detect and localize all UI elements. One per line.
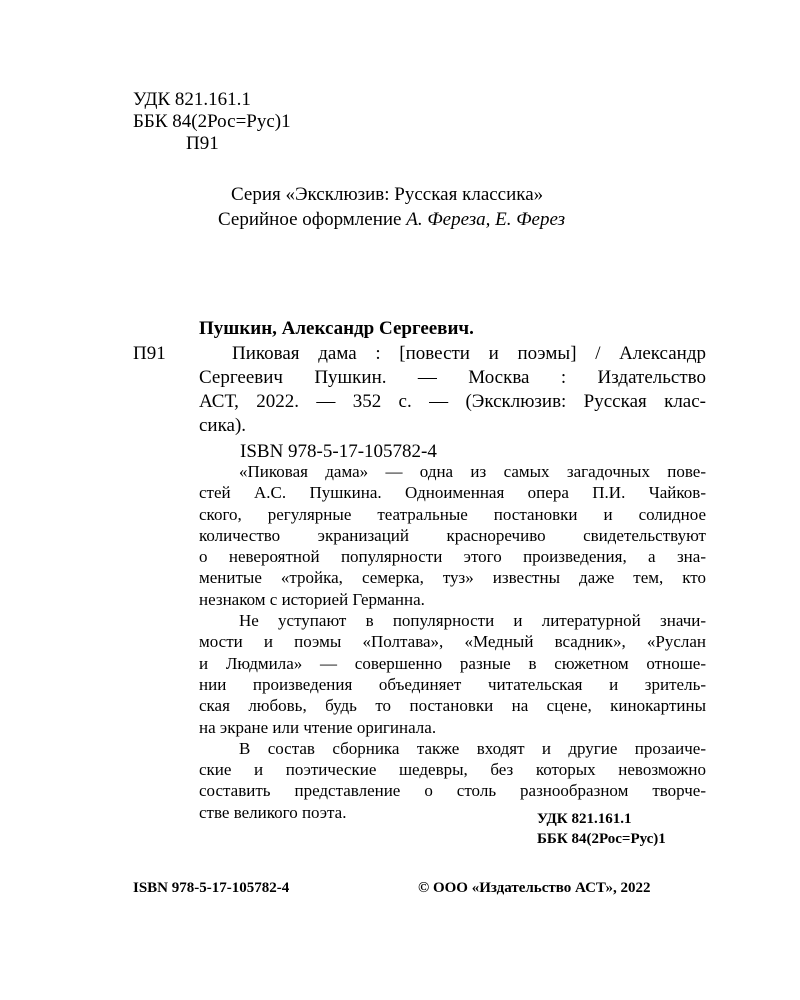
record-line-2: Сергеевич Пушкин. — Москва : Издательство: [199, 367, 706, 388]
record-line-3: АСТ, 2022. — 352 с. — (Эксклюзив: Русская клас-: [199, 391, 706, 412]
classification-bbk: ББК 84(2Рос=Рус)1: [537, 831, 666, 847]
series-design-prefix: Серийное оформление: [218, 209, 402, 230]
annotation-line: составить представление о столь разнообразном творче-: [199, 781, 706, 801]
series-line: Серия «Эксклюзив: Русская классика»: [231, 184, 544, 205]
annotation-line: стве великого поэта.: [199, 802, 347, 822]
annotation-line: незнаком с историей Германна.: [199, 589, 425, 609]
annotation-line: на экране или чтение оригинала.: [199, 717, 437, 737]
record-code: П91: [133, 343, 166, 364]
annotation-line: В состав сборника также входят и другие прозаиче-: [239, 738, 706, 758]
annotation-line: количество экранизаций красноречиво свидетельствуют: [199, 525, 706, 545]
annotation-line: менитые «тройка, семерка, туз» известны даже тем, кто: [199, 568, 706, 588]
footer-copyright: © ООО «Издательство АСТ», 2022: [418, 880, 651, 896]
series-design-names: А. Фереза, Е. Ферез: [406, 209, 566, 230]
annotation-line: «Пиковая дама» — одна из самых загадочных пове-: [239, 462, 706, 481]
annotation-line: стей А.С. Пушкина. Одноименная опера П.И. Чайков-: [199, 483, 706, 503]
annotation-line: ские и поэтические шедевры, без которых невозможно: [199, 760, 706, 780]
record-author: Пушкин, Александр Сергеевич.: [199, 318, 474, 339]
series-design: [218, 208, 565, 232]
classification-udk: УДК 821.161.1: [537, 811, 632, 827]
annotation-line: о невероятной популярности этого произведения, а зна-: [199, 547, 706, 567]
header-udk: УДК 821.161.1: [133, 89, 251, 110]
annotation-line: ского, регулярные театральные постановки и солидное: [199, 504, 706, 524]
record-isbn: ISBN 978-5-17-105782-4: [240, 441, 437, 462]
footer-isbn: ISBN 978-5-17-105782-4: [133, 880, 290, 896]
header-bbk: ББК 84(2Рос=Рус)1: [133, 111, 291, 132]
annotation: [199, 461, 706, 823]
annotation-line: и Людмила» — совершенно разные в сюжетном отноше-: [199, 653, 706, 673]
annotation-line: ская любовь, будь то постановки на сцене, кинокартины: [199, 696, 706, 716]
annotation-line: Не уступают в популярности и литературной значи-: [239, 611, 706, 631]
record-line-4: сика).: [199, 415, 247, 436]
annotation-line: нии произведения объединяет читательская и зритель-: [199, 674, 706, 694]
header-code: П91: [186, 133, 219, 154]
annotation-line: мости и поэмы «Полтава», «Медный всадник», «Руслан: [199, 632, 706, 652]
record-line-1: Пиковая дама : [повести и поэмы] / Александр: [232, 343, 706, 364]
